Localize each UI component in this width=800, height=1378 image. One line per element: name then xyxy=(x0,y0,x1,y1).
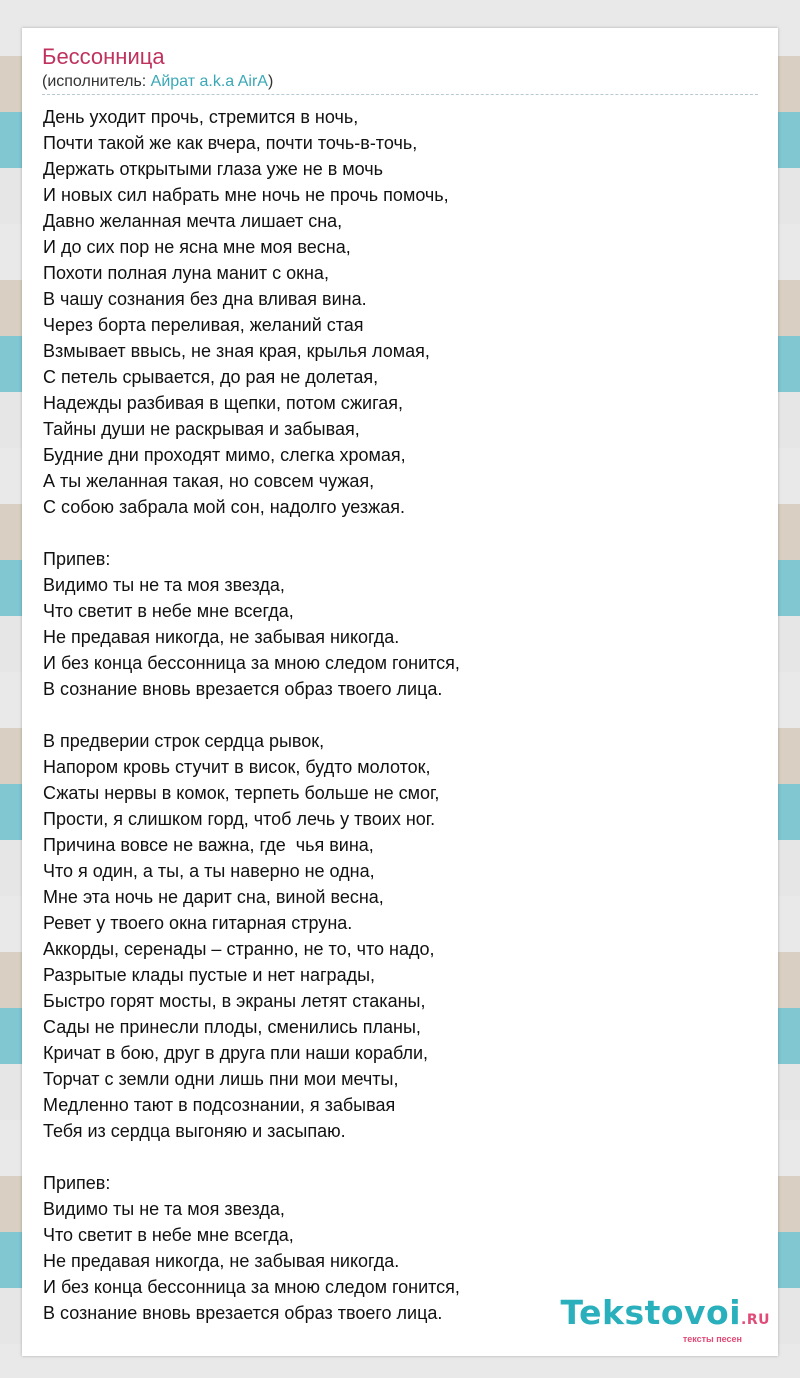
lyric-line: Быстро горят мосты, в экраны летят стаканы, xyxy=(43,991,426,1011)
artist-link[interactable]: Айрат a.k.a AirA xyxy=(150,73,268,90)
stanza-gap xyxy=(43,702,460,728)
artist-prefix: (исполнитель: xyxy=(42,73,151,90)
lyric-line: Тайны души не раскрывая и забывая, xyxy=(43,419,360,439)
lyric-line: Ревет у твоего окна гитарная струна. xyxy=(43,913,353,933)
lyric-line: Торчат с земли одни лишь пни мои мечты, xyxy=(43,1069,399,1089)
lyric-line: И без конца бессонница за мною следом гонится, xyxy=(43,1277,460,1297)
logo-tld: .RU xyxy=(741,1312,770,1328)
stanza-gap xyxy=(43,520,460,546)
logo-tagline: тексты песен xyxy=(682,1334,742,1344)
lyric-line: День уходит прочь, стремится в ночь, xyxy=(43,107,359,127)
lyric-line: Кричат в бою, друг в друга пли наши корабли, xyxy=(43,1043,429,1063)
lyric-line: Почти такой же как вчера, почти точь-в-точь, xyxy=(43,133,418,153)
lyric-line: Сжаты нервы в комок, терпеть больше не смог, xyxy=(43,783,440,803)
lyric-line: С петель срывается, до рая не долетая, xyxy=(43,367,379,387)
lyric-line: И до сих пор не ясна мне моя весна, xyxy=(43,237,351,257)
lyric-line: Видимо ты не та моя звезда, xyxy=(43,1199,285,1219)
lyric-line: В сознание вновь врезается образ твоего лица. xyxy=(43,679,443,699)
lyric-line: Припев: xyxy=(43,549,111,569)
lyric-line: Мне эта ночь не дарит сна, виной весна, xyxy=(43,887,384,907)
lyric-line: Что светит в небе мне всегда, xyxy=(43,1225,294,1245)
lyric-line: Надежды разбивая в щепки, потом сжигая, xyxy=(43,393,404,413)
lyric-line: Не предавая никогда, не забывая никогда. xyxy=(43,627,400,647)
lyric-line: С собою забрала мой сон, надолго уезжая. xyxy=(43,497,405,517)
lyric-line: Не предавая никогда, не забывая никогда. xyxy=(43,1251,400,1271)
lyric-line: В чашу сознания без дна вливая вина. xyxy=(43,289,367,309)
lyric-line: Сады не принесли плоды, сменились планы, xyxy=(43,1017,421,1037)
lyric-line: Похоти полная луна манит с окна, xyxy=(43,263,329,283)
artist-line xyxy=(42,73,273,91)
lyric-line: А ты желанная такая, но совсем чужая, xyxy=(43,471,375,491)
lyric-line: Медленно тают в подсознании, я забывая xyxy=(43,1095,396,1115)
logo-main-text: Tekstovoi xyxy=(560,1293,742,1332)
lyric-line: Видимо ты не та моя звезда, xyxy=(43,575,285,595)
logo-wordmark xyxy=(560,1293,770,1337)
lyric-line: Разрытые клады пустые и нет награды, xyxy=(43,965,376,985)
title-divider xyxy=(42,94,758,95)
lyric-line: Что светит в небе мне всегда, xyxy=(43,601,294,621)
lyric-line: Причина вовсе не важна, где чья вина, xyxy=(43,835,374,855)
artist-suffix: ) xyxy=(267,73,274,90)
lyric-line: Напором кровь стучит в висок, будто молоток, xyxy=(43,757,431,777)
lyrics-text xyxy=(43,104,460,1326)
lyric-line: И без конца бессонница за мною следом гонится, xyxy=(43,653,460,673)
lyric-line: Давно желанная мечта лишает сна, xyxy=(43,211,343,231)
song-title: Бессонница xyxy=(42,44,165,69)
lyric-line: Припев: xyxy=(43,1173,111,1193)
lyric-line: Через борта переливая, желаний стая xyxy=(43,315,364,335)
lyric-line: Тебя из сердца выгоняю и засыпаю. xyxy=(43,1121,346,1141)
lyric-line: В предверии строк сердца рывок, xyxy=(43,731,325,751)
lyric-line: Держать открытыми глаза уже не в мочь xyxy=(43,159,384,179)
site-logo[interactable] xyxy=(560,1293,770,1344)
stanza-gap xyxy=(43,1144,460,1170)
lyric-line: Аккорды, серенады – странно, не то, что надо, xyxy=(43,939,435,959)
lyric-line: В сознание вновь врезается образ твоего лица. xyxy=(43,1303,443,1323)
lyric-line: Будние дни проходят мимо, слегка хромая, xyxy=(43,445,406,465)
lyric-line: Прости, я слишком горд, чтоб лечь у твоих ног. xyxy=(43,809,436,829)
lyric-line: И новых сил набрать мне ночь не прочь помочь, xyxy=(43,185,449,205)
lyric-line: Взмывает ввысь, не зная края, крылья ломая, xyxy=(43,341,430,361)
lyrics-card xyxy=(22,28,778,1356)
lyric-line: Что я один, а ты, а ты наверно не одна, xyxy=(43,861,375,881)
